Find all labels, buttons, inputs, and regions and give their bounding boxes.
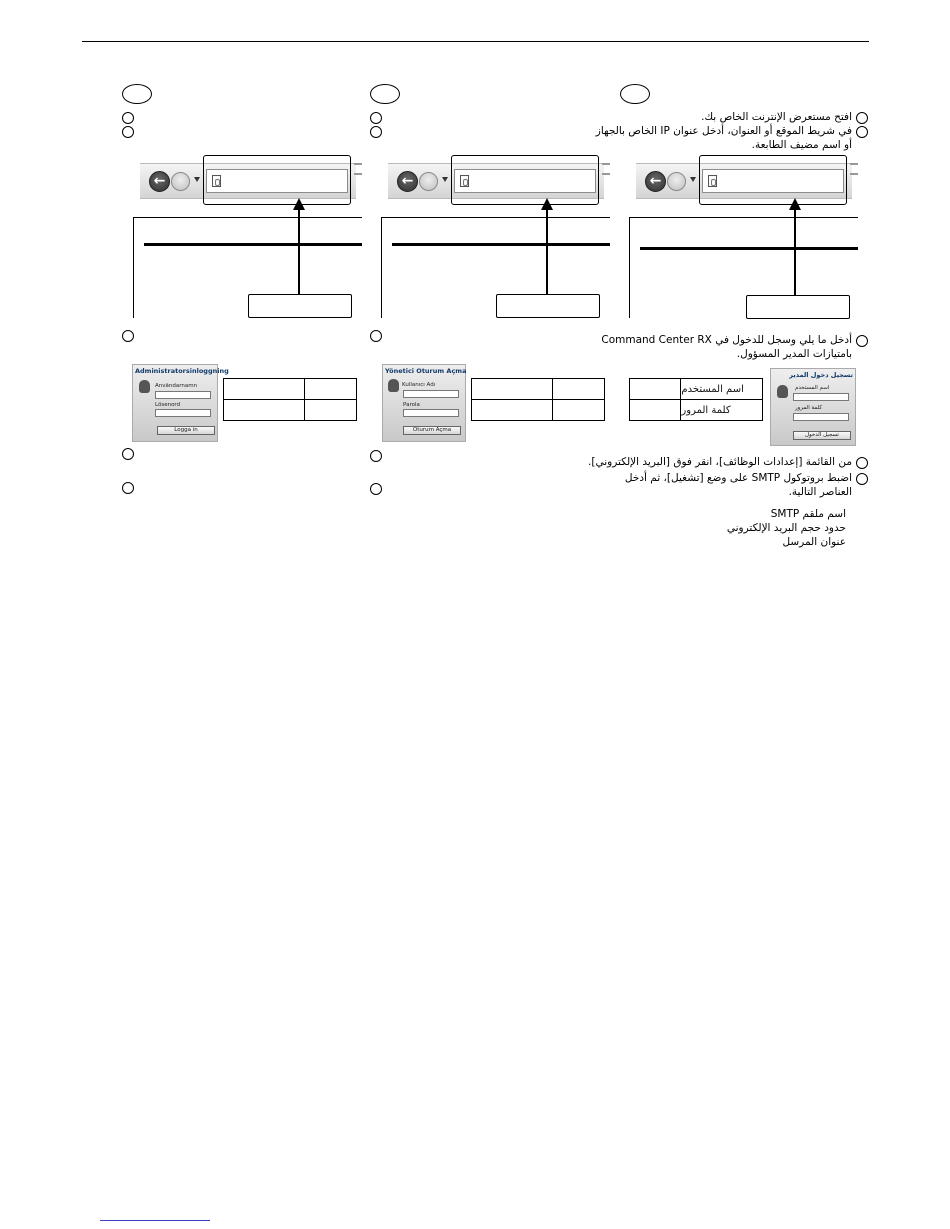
- step-2-text-line2: أو اسم مضيف الطابعة.: [751, 139, 852, 151]
- column-arabic: [588, 0, 876, 600]
- address-highlight: [451, 155, 599, 205]
- step-marker-3: [370, 330, 382, 342]
- callout-frame-top: [381, 217, 610, 218]
- forward-arrow-icon[interactable]: [419, 172, 438, 191]
- arrow-stem: [298, 209, 300, 294]
- callout-rule: [144, 243, 362, 246]
- item-smtp-server-name: اسم ملقم SMTP: [770, 508, 846, 520]
- username-input[interactable]: [793, 393, 849, 401]
- login-panel: [770, 368, 856, 446]
- address-highlight: [203, 155, 351, 205]
- step-marker-2: [856, 126, 868, 138]
- login-panel: [132, 364, 229, 442]
- step-marker-3: [856, 335, 868, 347]
- user-avatar-icon: [139, 380, 150, 393]
- password-label: Parola: [403, 402, 420, 408]
- step-3-text-line2: بامتيازات المدير المسؤول.: [736, 348, 852, 360]
- username-input[interactable]: [403, 390, 459, 398]
- browser-address-bar: [636, 163, 858, 199]
- step-1-text: افتح مستعرض الإنترنت الخاص بك.: [701, 111, 852, 123]
- language-badge: [370, 84, 400, 104]
- arrow-stem: [546, 209, 548, 294]
- password-input[interactable]: [793, 413, 849, 421]
- back-arrow-icon[interactable]: ←: [397, 171, 418, 192]
- step-marker-1: [122, 112, 134, 124]
- callout-box: [496, 294, 600, 318]
- step-marker-4: [122, 448, 134, 460]
- callout-frame-top: [629, 217, 858, 218]
- login-button[interactable]: تسجيل الدخول: [793, 431, 851, 440]
- login-title: Administratorsinloggning: [135, 367, 229, 375]
- login-title: Yönetici Oturum Açma: [385, 367, 467, 375]
- login-title: تسجيل دخول المدير: [789, 371, 853, 379]
- username-input[interactable]: [155, 391, 211, 399]
- step-marker-5: [370, 483, 382, 495]
- username-row-label: اسم المستخدم: [681, 379, 763, 400]
- step-marker-4: [370, 450, 382, 462]
- callout-frame-top: [133, 217, 362, 218]
- item-sender-address: عنوان المرسل: [782, 536, 846, 548]
- password-input[interactable]: [155, 409, 211, 417]
- step-marker-1: [370, 112, 382, 124]
- back-arrow-icon[interactable]: ←: [149, 171, 170, 192]
- item-email-size-limit: حدود حجم البريد الإلكتروني: [726, 522, 846, 534]
- step-marker-2: [370, 126, 382, 138]
- address-highlight: [699, 155, 847, 205]
- column-turkish: [348, 0, 588, 600]
- step-marker-5: [122, 482, 134, 494]
- callout-frame-left: [133, 217, 134, 318]
- language-badge: [122, 84, 152, 104]
- chevron-down-icon[interactable]: [442, 177, 448, 182]
- password-label: Lösenord: [155, 402, 181, 408]
- username-label: Användarnamn: [155, 383, 198, 389]
- step-marker-4: [856, 457, 868, 469]
- callout-frame-left: [381, 217, 382, 318]
- value-column-highlight: [626, 374, 681, 424]
- browser-address-bar: [388, 163, 610, 199]
- column-swedish: [100, 0, 340, 600]
- callout-rule: [640, 247, 858, 250]
- forward-arrow-icon[interactable]: [171, 172, 190, 191]
- step-4-text: من القائمة [إعدادات الوظائف]، انقر فوق [البريد الإلكتروني].: [588, 456, 852, 468]
- step-5-text-line2: العناصر التالية.: [788, 486, 852, 498]
- footer-link-rule: [100, 1220, 210, 1221]
- arrow-stem: [794, 209, 796, 295]
- login-panel: [382, 364, 466, 442]
- callout-rule: [392, 243, 610, 246]
- password-label: كلمة المرور: [795, 405, 823, 411]
- user-avatar-icon: [777, 385, 788, 398]
- user-avatar-icon: [388, 379, 399, 392]
- language-badge: [620, 84, 650, 104]
- chevron-down-icon[interactable]: [194, 177, 200, 182]
- step-marker-1: [856, 112, 868, 124]
- username-label: اسم المستخدم: [795, 385, 830, 391]
- chevron-down-icon[interactable]: [690, 177, 696, 182]
- callout-frame-left: [629, 217, 630, 318]
- callout-box: [248, 294, 352, 318]
- callout-box: [746, 295, 850, 319]
- step-3-text-line1: أدخل ما يلي وسجل للدخول في Command Center RX: [601, 334, 852, 346]
- forward-arrow-icon[interactable]: [667, 172, 686, 191]
- grip-mark: [850, 163, 858, 165]
- login-button[interactable]: Oturum Açma: [403, 426, 461, 435]
- login-button[interactable]: Logga in: [157, 426, 215, 435]
- step-5-text-line1: اضبط بروتوكول SMTP على وضع [تشغيل]، ثم أدخل: [624, 472, 852, 484]
- password-row-label: كلمة المرور: [681, 400, 763, 421]
- back-arrow-icon[interactable]: ←: [645, 171, 666, 192]
- step-marker-3: [122, 330, 134, 342]
- username-label: Kullanıcı Adı: [402, 382, 436, 388]
- browser-address-bar: [140, 163, 362, 199]
- step-marker-5: [856, 473, 868, 485]
- grip-mark: [850, 173, 858, 175]
- password-input[interactable]: [403, 409, 459, 417]
- step-marker-2: [122, 126, 134, 138]
- step-2-text-line1: في شريط الموقع أو العنوان، أدخل عنوان IP الخاص بالجهاز: [595, 125, 852, 137]
